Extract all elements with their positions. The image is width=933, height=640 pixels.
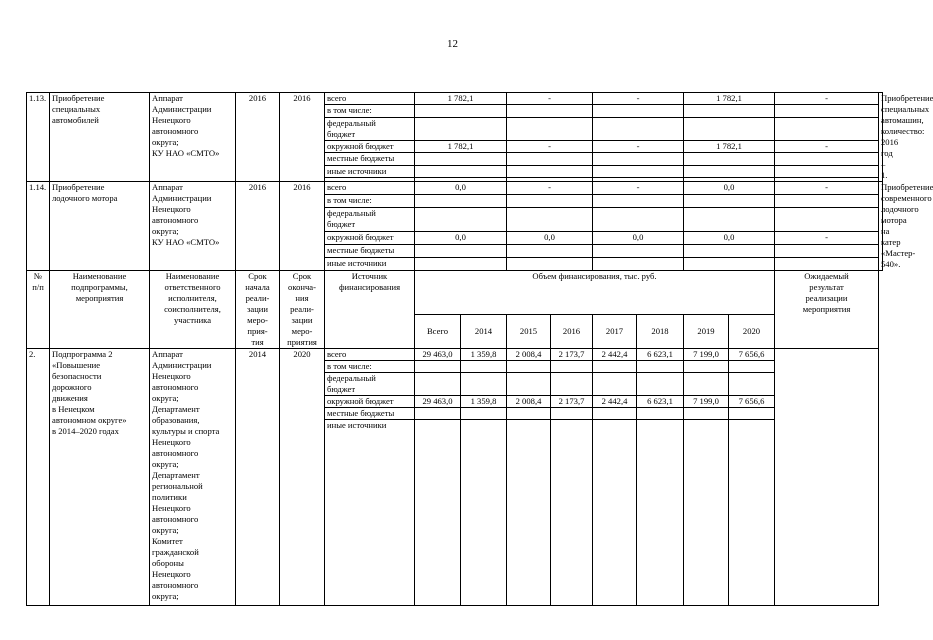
row-1-13-total bbox=[27, 93, 883, 105]
header-executor: Наименование ответственного исполнителя, соисполнителя, участника bbox=[150, 271, 236, 349]
value-2019: 7 199,0 bbox=[684, 396, 729, 408]
value-2018: 6 623,1 bbox=[637, 349, 684, 361]
measure-name: Приобретение специальных автомобилей bbox=[50, 93, 150, 182]
source-total: всего bbox=[325, 93, 415, 105]
source-including: в том числе: bbox=[325, 194, 415, 207]
start-year: 2016 bbox=[236, 93, 280, 182]
measure-name: Приобретение лодочного мотора bbox=[50, 182, 150, 271]
header-name: Наименование подпрограммы, мероприятия bbox=[50, 271, 150, 349]
expected-result: Приобретение специальных автомашин, количество: 2016 год – 1. bbox=[879, 93, 883, 182]
value-2014-2015: - bbox=[507, 182, 593, 195]
value-2016-2017: - bbox=[593, 182, 684, 195]
source-district: окружной бюджет bbox=[325, 232, 415, 245]
header-volume: Объем финансирования, тыс. руб. bbox=[415, 271, 775, 315]
value-2014-2015: 0,0 bbox=[507, 232, 593, 245]
header-year-2019: 2019 bbox=[684, 315, 729, 349]
source-including: в том числе: bbox=[325, 105, 415, 117]
value-2016-2017: - bbox=[593, 93, 684, 105]
value-2020: - bbox=[775, 232, 879, 245]
value-2016: 2 173,7 bbox=[551, 349, 593, 361]
value-total: 0,0 bbox=[415, 232, 507, 245]
header-number: № п/п bbox=[27, 271, 50, 349]
source-other: иные источники bbox=[325, 165, 415, 177]
start-year: 2016 bbox=[236, 182, 280, 271]
value-total: 29 463,0 bbox=[415, 396, 461, 408]
header-year-2014: 2014 bbox=[461, 315, 507, 349]
value-2018: 1 782,1 bbox=[684, 93, 775, 105]
source-local: местные бюджеты bbox=[325, 153, 415, 165]
subprogram-name: Подпрограмма 2 «Повышение безопасности дорожного движения в Ненецком автономном округе» в 2014–2020 годах bbox=[50, 349, 150, 606]
value-2020: 7 656,6 bbox=[729, 396, 775, 408]
value-2014: 1 359,8 bbox=[461, 349, 507, 361]
value-total: 0,0 bbox=[415, 182, 507, 195]
value-2014-2015: - bbox=[507, 141, 593, 153]
row-number: 1.13. bbox=[27, 93, 50, 182]
value-2020: - bbox=[775, 93, 879, 105]
source-including: в том числе: bbox=[325, 361, 415, 373]
value-2014: 1 359,8 bbox=[461, 396, 507, 408]
source-local: местные бюджеты bbox=[325, 245, 415, 258]
header-year-2017: 2017 bbox=[593, 315, 637, 349]
executor: Аппарат Администрации Ненецкого автономного округа; КУ НАО «СМТО» bbox=[150, 182, 236, 271]
source-total: всего bbox=[325, 349, 415, 361]
value-2015: 2 008,4 bbox=[507, 349, 551, 361]
value-2015: 2 008,4 bbox=[507, 396, 551, 408]
value-2017: 2 442,4 bbox=[593, 349, 637, 361]
value-total: 1 782,1 bbox=[415, 141, 507, 153]
page-number: 12 bbox=[447, 38, 458, 50]
source-total: всего bbox=[325, 182, 415, 195]
source-federal: федеральный бюджет bbox=[325, 207, 415, 232]
source-other: иные источники bbox=[325, 420, 415, 606]
value-2016: 2 173,7 bbox=[551, 396, 593, 408]
header-year-total: Всего bbox=[415, 315, 461, 349]
row-number: 2. bbox=[27, 349, 50, 606]
financing-table bbox=[26, 92, 933, 606]
header-year-2016: 2016 bbox=[551, 315, 593, 349]
value-2020: - bbox=[775, 141, 879, 153]
row-number: 1.14. bbox=[27, 182, 50, 271]
executor: Аппарат Администрации Ненецкого автономного округа; Департамент образования, культуры и спорта Ненецкого автономного округа; Департамент региональной политики Ненецкого автономного округа; Комитет гражданской обороны Ненецкого автономного округа; bbox=[150, 349, 236, 606]
source-district: окружной бюджет bbox=[325, 141, 415, 153]
source-federal: федеральный бюджет bbox=[325, 117, 415, 141]
expected-result: Приобретение современного лодочного мотора на катер «Мастер- 540». bbox=[879, 182, 883, 271]
end-year: 2016 bbox=[280, 182, 325, 271]
row-1-14-total bbox=[27, 182, 883, 195]
value-2018: 6 623,1 bbox=[637, 396, 684, 408]
row-2-total bbox=[27, 349, 883, 361]
end-year: 2016 bbox=[280, 93, 325, 182]
source-local: местные бюджеты bbox=[325, 408, 415, 420]
header-result: Ожидаемый результат реализации мероприятия bbox=[775, 271, 879, 349]
header-source: Источник финансирования bbox=[325, 271, 415, 349]
header-start: Срок начала реали- зации меро- прия- тия bbox=[236, 271, 280, 349]
source-other: иные источники bbox=[325, 258, 415, 271]
header-year-2020: 2020 bbox=[729, 315, 775, 349]
table-header bbox=[27, 271, 883, 315]
header-year-2018: 2018 bbox=[637, 315, 684, 349]
header-year-2015: 2015 bbox=[507, 315, 551, 349]
executor: Аппарат Администрации Ненецкого автономного округа; КУ НАО «СМТО» bbox=[150, 93, 236, 182]
value-2017: 2 442,4 bbox=[593, 396, 637, 408]
source-federal: федеральный бюджет bbox=[325, 373, 415, 396]
expected-result bbox=[775, 349, 879, 606]
value-2018: 1 782,1 bbox=[684, 141, 775, 153]
value-2014-2015: - bbox=[507, 93, 593, 105]
value-2018: 0,0 bbox=[684, 232, 775, 245]
value-2018: 0,0 bbox=[684, 182, 775, 195]
value-2019: 7 199,0 bbox=[684, 349, 729, 361]
value-total: 29 463,0 bbox=[415, 349, 461, 361]
value-total: 1 782,1 bbox=[415, 93, 507, 105]
value-2016-2017: 0,0 bbox=[593, 232, 684, 245]
value-2020: 7 656,6 bbox=[729, 349, 775, 361]
end-year: 2020 bbox=[280, 349, 325, 606]
value-2016-2017: - bbox=[593, 141, 684, 153]
value-2020: - bbox=[775, 182, 879, 195]
header-end: Срок оконча- ния реали- зации меро- приятия bbox=[280, 271, 325, 349]
source-district: окружной бюджет bbox=[325, 396, 415, 408]
start-year: 2014 bbox=[236, 349, 280, 606]
